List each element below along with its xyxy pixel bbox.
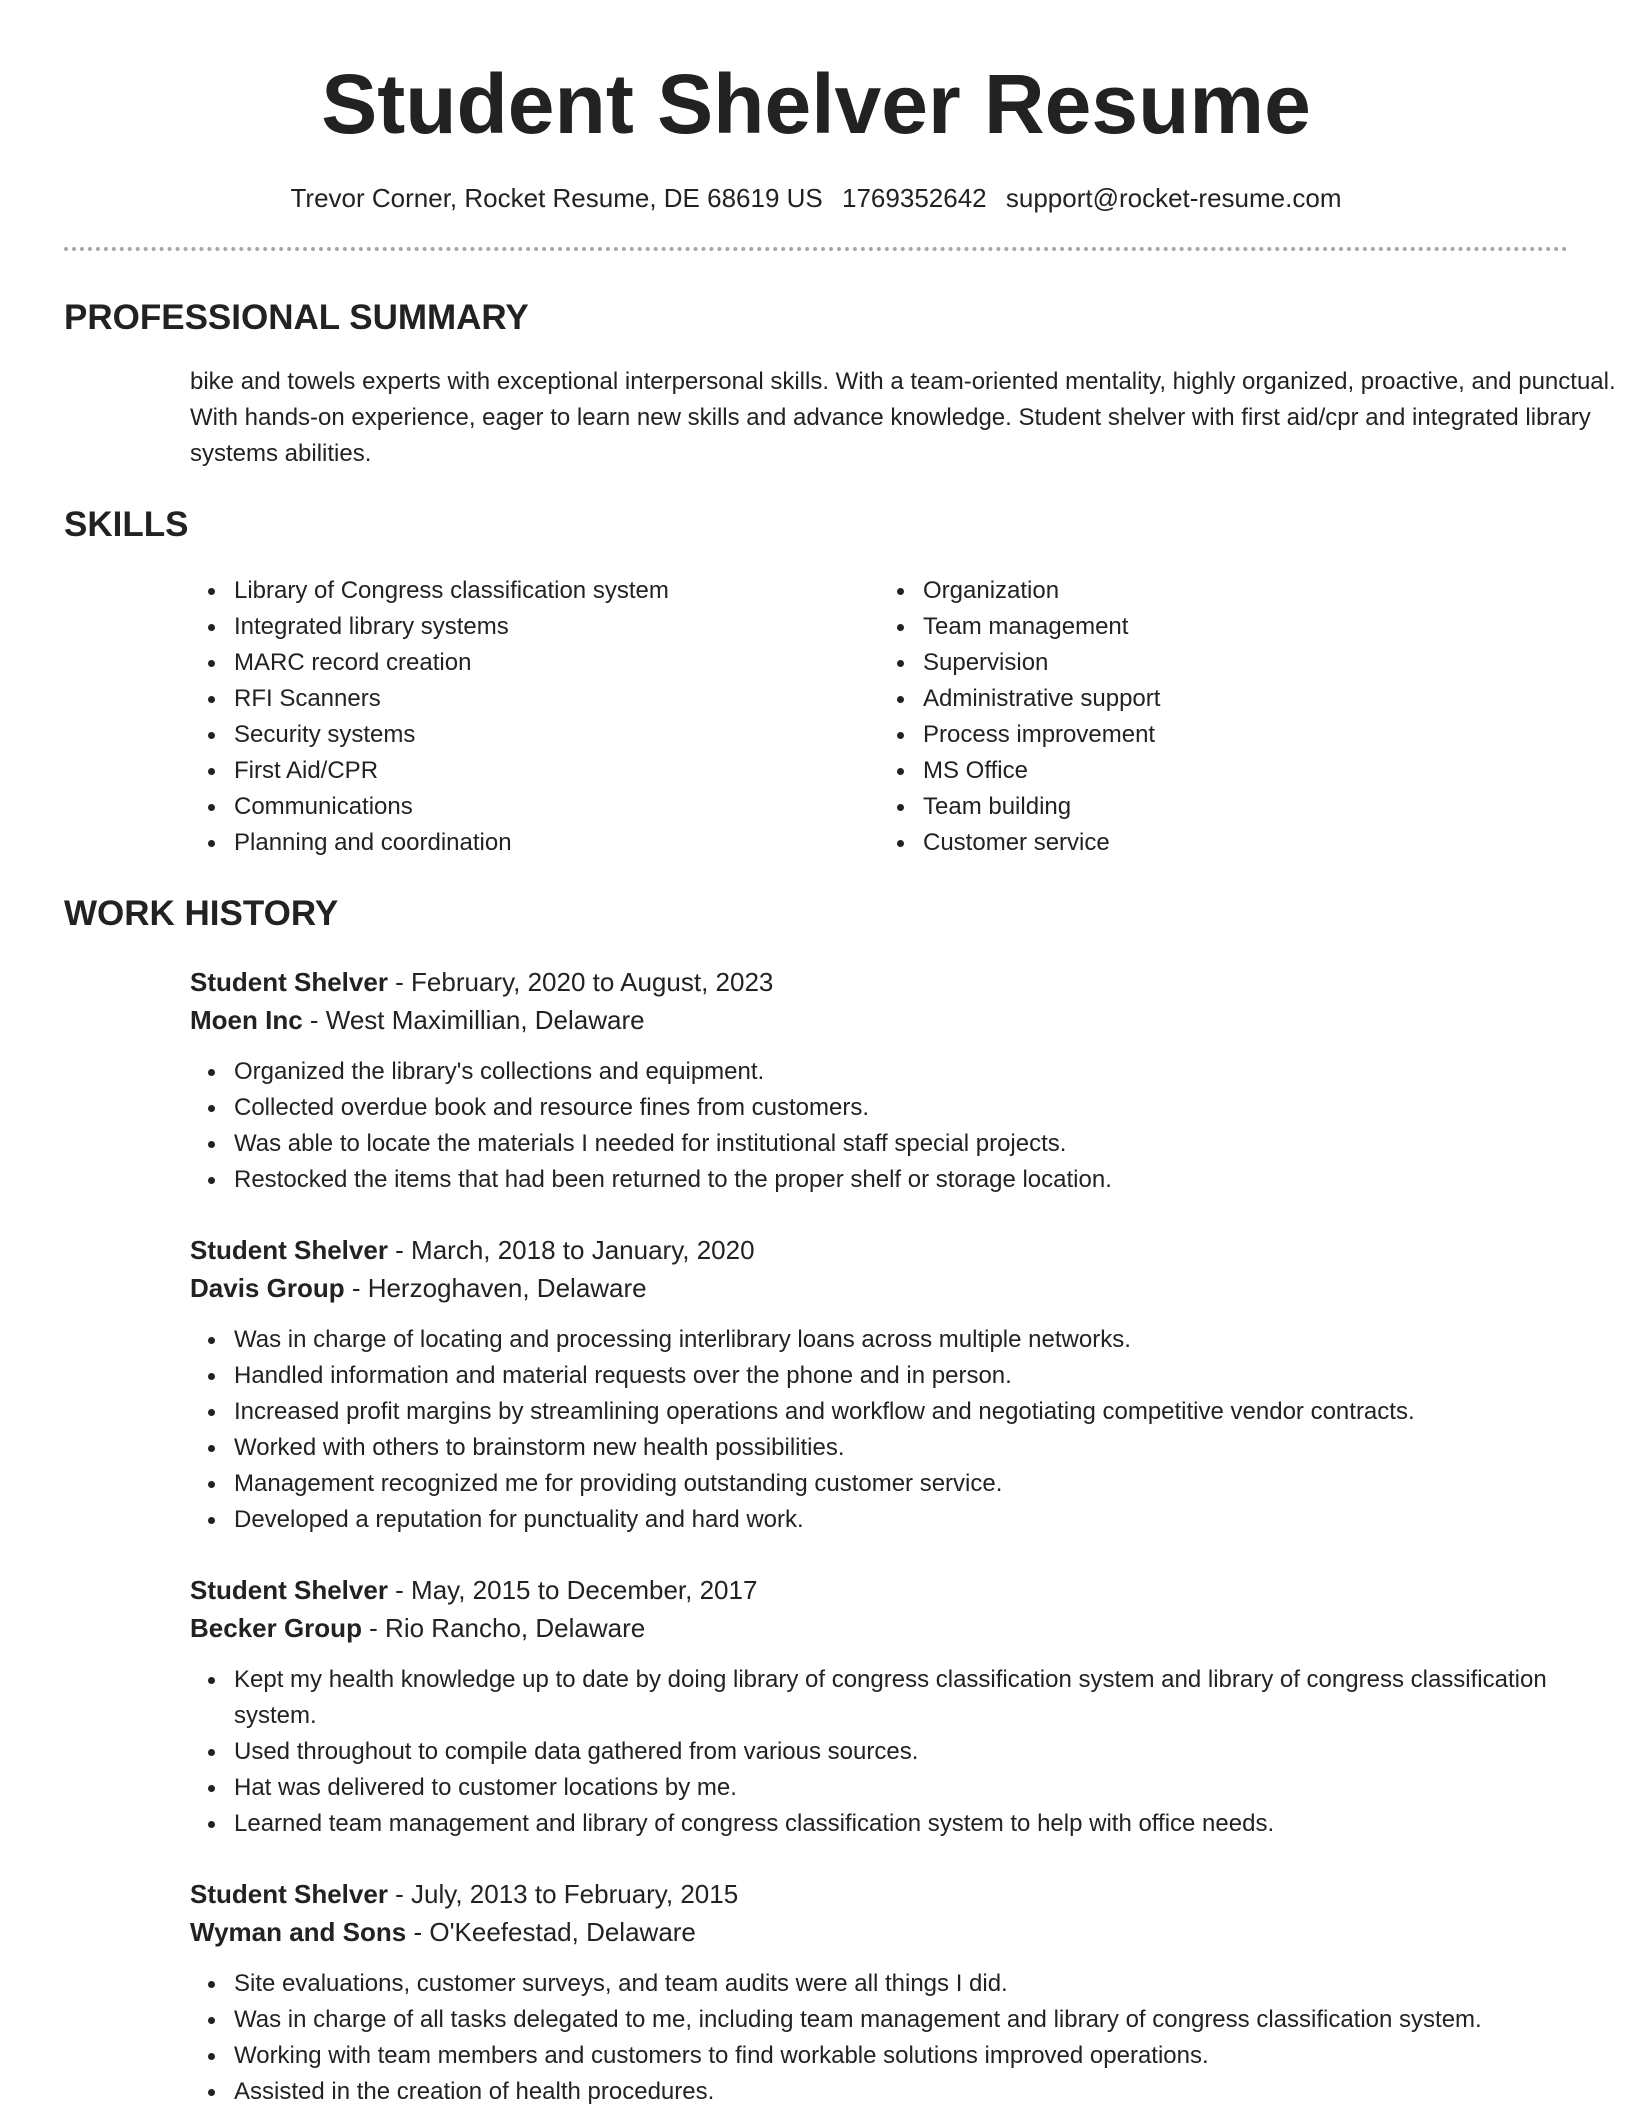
duty-item: Worked with others to brainstorm new health possibilities. [234,1430,1614,1466]
duty-item: Organized the library's collections and equipment. [234,1054,1614,1090]
job-dates: - July, 2013 to February, 2015 [387,1879,739,1910]
duty-item: Hat was delivered to customer locations by me. [234,1770,1614,1806]
contact-address: Trevor Corner, Rocket Resume, DE 68619 US [290,183,823,213]
job-location: - West Maximillian, Delaware [302,1005,645,1036]
duty-item: Site evaluations, customer surveys, and team audits were all things I did. [234,1966,1614,2002]
skill-item: Integrated library systems [234,609,879,645]
section-title-summary: PROFESSIONAL SUMMARY [64,298,529,338]
skill-item: Process improvement [923,717,1568,753]
job-entry [190,1875,1568,2110]
job-role: Student Shelver [190,1235,388,1266]
job-duties [190,1322,1614,1538]
skill-item: Planning and coordination [234,825,879,861]
summary-text: bike and towels experts with exceptional interpersonal skills. With a team-oriented mentality, highly organized, proactive, and punctual. With hands-on experience, eager to learn new skills and advance knowledge. Student shelver with first aid/cpr and integrated library systems abilities. [190,368,1616,468]
skill-item: MS Office [923,753,1568,789]
duty-item: Collected overdue book and resource fines from customers. [234,1090,1614,1126]
job-dates: - May, 2015 to December, 2017 [387,1575,758,1606]
job-location: - O'Keefestad, Delaware [406,1917,696,1948]
job-entry [190,1231,1568,1538]
skill-item: MARC record creation [234,645,879,681]
duty-item: Restocked the items that had been returned to the proper shelf or storage location. [234,1162,1614,1198]
job-title-line [190,1875,1568,1913]
contact-email: support@rocket-resume.com [1005,183,1342,213]
job-company-line [190,1269,1568,1307]
duty-item: Assisted in the creation of health procedures. [234,2074,1614,2110]
job-role: Student Shelver [190,1879,388,1910]
job-company-line [190,1609,1568,1647]
job-company: Wyman and Sons [190,1917,407,1948]
job-entry [190,963,1568,1198]
duty-item: Working with team members and customers to find workable solutions improved operations. [234,2038,1614,2074]
header-divider [64,247,1568,251]
section-title-skills: SKILLS [64,505,189,545]
duty-item: Was in charge of all tasks delegated to me, including team management and library of congress classification system. [234,2002,1614,2038]
duty-item: Developed a reputation for punctuality and hard work. [234,1502,1614,1538]
job-company: Davis Group [190,1273,345,1304]
job-title-line [190,963,1568,1001]
job-company-line [190,1001,1568,1039]
skill-item: Security systems [234,717,879,753]
duty-item: Management recognized me for providing outstanding customer service. [234,1466,1614,1502]
duty-item: Increased profit margins by streamlining operations and workflow and negotiating competitive vendor contracts. [234,1394,1614,1430]
job-location: - Herzoghaven, Delaware [344,1273,647,1304]
duty-item: Was in charge of locating and processing interlibrary loans across multiple networks. [234,1322,1614,1358]
job-company-line [190,1913,1568,1951]
section-title-work-history: WORK HISTORY [64,894,339,934]
skills-column-left [190,573,879,861]
job-role: Student Shelver [190,967,388,998]
skills-column-right [879,573,1568,861]
skill-item: Team building [923,789,1568,825]
job-location: - Rio Rancho, Delaware [361,1613,646,1644]
skill-item: Administrative support [923,681,1568,717]
contact-line [64,183,1568,214]
skill-item: Library of Congress classification system [234,573,879,609]
job-title-line [190,1571,1568,1609]
skill-item: Customer service [923,825,1568,861]
duty-item: Kept my health knowledge up to date by doing library of congress classification system and library of congress classification system. [234,1662,1614,1734]
skill-item: First Aid/CPR [234,753,879,789]
duty-item: Used throughout to compile data gathered from various sources. [234,1734,1614,1770]
job-dates: - February, 2020 to August, 2023 [387,967,774,998]
job-duties [190,1966,1614,2110]
contact-phone: 1769352642 [842,183,987,213]
job-dates: - March, 2018 to January, 2020 [387,1235,755,1266]
job-company: Moen Inc [190,1005,303,1036]
duty-item: Learned team management and library of congress classification system to help with office needs. [234,1806,1614,1842]
resume-title: Student Shelver Resume [321,57,1311,151]
skill-item: Team management [923,609,1568,645]
duty-item: Handled information and material requests over the phone and in person. [234,1358,1614,1394]
job-entry [190,1571,1568,1842]
skill-item: Organization [923,573,1568,609]
skill-item: Supervision [923,645,1568,681]
job-company: Becker Group [190,1613,362,1644]
skills-grid [190,573,1568,861]
duty-item: Was able to locate the materials I needed for institutional staff special projects. [234,1126,1614,1162]
skill-item: Communications [234,789,879,825]
skill-item: RFI Scanners [234,681,879,717]
job-duties [190,1054,1614,1198]
job-duties [190,1662,1614,1842]
job-role: Student Shelver [190,1575,388,1606]
job-title-line [190,1231,1568,1269]
